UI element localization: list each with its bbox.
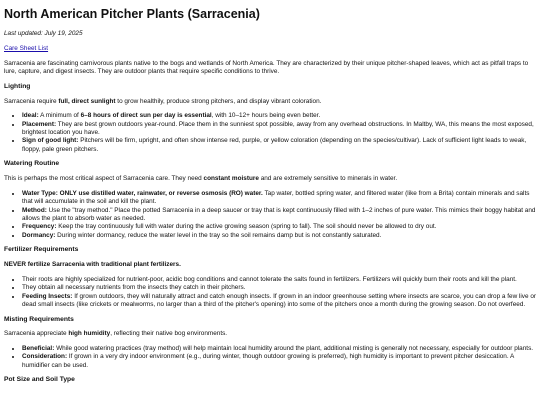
misting-heading: Misting Requirements [4,315,74,323]
list-item: • Sign of good light: Pitchers will be firm, upright, and often show intense red, purple, or yellow coloration (depending on the species/cultivar). Lack of sufficient light leads to weak, floppy, pale green pitchers. [22,137,536,154]
watering-list [4,190,536,241]
lighting-intro: Sarracenia require full, direct sunlight to grow healthily, produce strong pitchers, and display vibrant coloration. [4,97,322,105]
list-item: • Method: Use the "tray method." Place the potted Sarracenia in a deep saucer or tray that is kept continuously filled with 1–2 inches of pure water. This mimics their boggy habitat and allows the plant to absorb water as needed. [22,207,536,224]
fertilizer-list [4,276,536,310]
lighting-heading: Lighting [4,82,31,90]
list-item: • Beneficial: While good watering practices (tray method) will help maintain local humidity around the plant, additional misting is generally not necessary, especially for outdoor plants. [22,345,536,353]
care-sheet-list-link[interactable]: Care Sheet List [4,45,49,53]
misting-intro: Sarracenia appreciate high humidity, reflecting their native bog environments. [4,330,228,338]
list-item: • Consideration: If grown in a very dry indoor environment (e.g., during winter, though outdoor growing is preferred), high humidity is important to prevent pitcher desiccation. A humidifier can be used. [22,353,536,370]
last-updated: Last updated: July 19, 2025 [4,30,83,37]
fertilizer-warning: NEVER fertilize Sarracenia with traditional plant fertilizers. [4,261,181,269]
intro-paragraph: Sarracenia are fascinating carnivorous plants native to the bogs and wetlands of North America. They are characterized by their unique pitcher-shaped leaves, which act as pitfall traps to lure, capture, and digest insects. They are outdoor plants that require specific conditions to thrive. [4,59,529,76]
fertilizer-heading: Fertilizer Requirements [4,246,79,254]
list-item: • Placement: They are best grown outdoors year-round. Place them in the sunniest spot possible, away from any overhead obstructions. In Maltby, WA, this means the most exposed, brightest location you have. [22,121,536,138]
lighting-list [4,112,536,154]
list-item: • Frequency: Keep the tray continuously full with water during the active growing season (spring to fall). The soil should never be allowed to dry out. [22,223,536,231]
list-item: • Their roots are highly specialized for nutrient-poor, acidic bog conditions and cannot tolerate the salts found in fertilizers. Fertilizers will quickly burn their roots and kill the plant. [22,276,536,284]
soil-heading: Pot Size and Soil Type [4,376,75,384]
watering-heading: Watering Routine [4,160,60,168]
list-item: • They obtain all necessary nutrients from the insects they catch in their pitchers. [22,284,536,292]
watering-intro: This is perhaps the most critical aspect of Sarracenia care. They need constant moisture and are extremely sensitive to minerals in water. [4,175,398,183]
list-item: • Dormancy: During winter dormancy, reduce the water level in the tray so the soil remains damp but is not constantly saturated. [22,232,536,240]
page-title: North American Pitcher Plants (Sarracenia) [4,7,260,21]
list-item: • Feeding Insects: If grown outdoors, they will naturally attract and catch enough insects. If grown in an indoor greenhouse setting where insects are scarce, you can drop a few live or dead small insects (like crickets or mealworms, no larger than a third of the pitcher's opening) into some of the pitchers once a month during the growing season. Do not overfeed. [22,293,536,310]
list-item: • Ideal: A minimum of 6–8 hours of direct sun per day is essential, with 10–12+ hours being even better. [22,112,536,120]
list-item: • Water Type: ONLY use distilled water, rainwater, or reverse osmosis (RO) water. Tap water, bottled spring water, and filtered water (like from a Brita) contain minerals and salts that will accumulate in the soil and kill the plant. [22,190,536,207]
misting-list [4,345,536,370]
